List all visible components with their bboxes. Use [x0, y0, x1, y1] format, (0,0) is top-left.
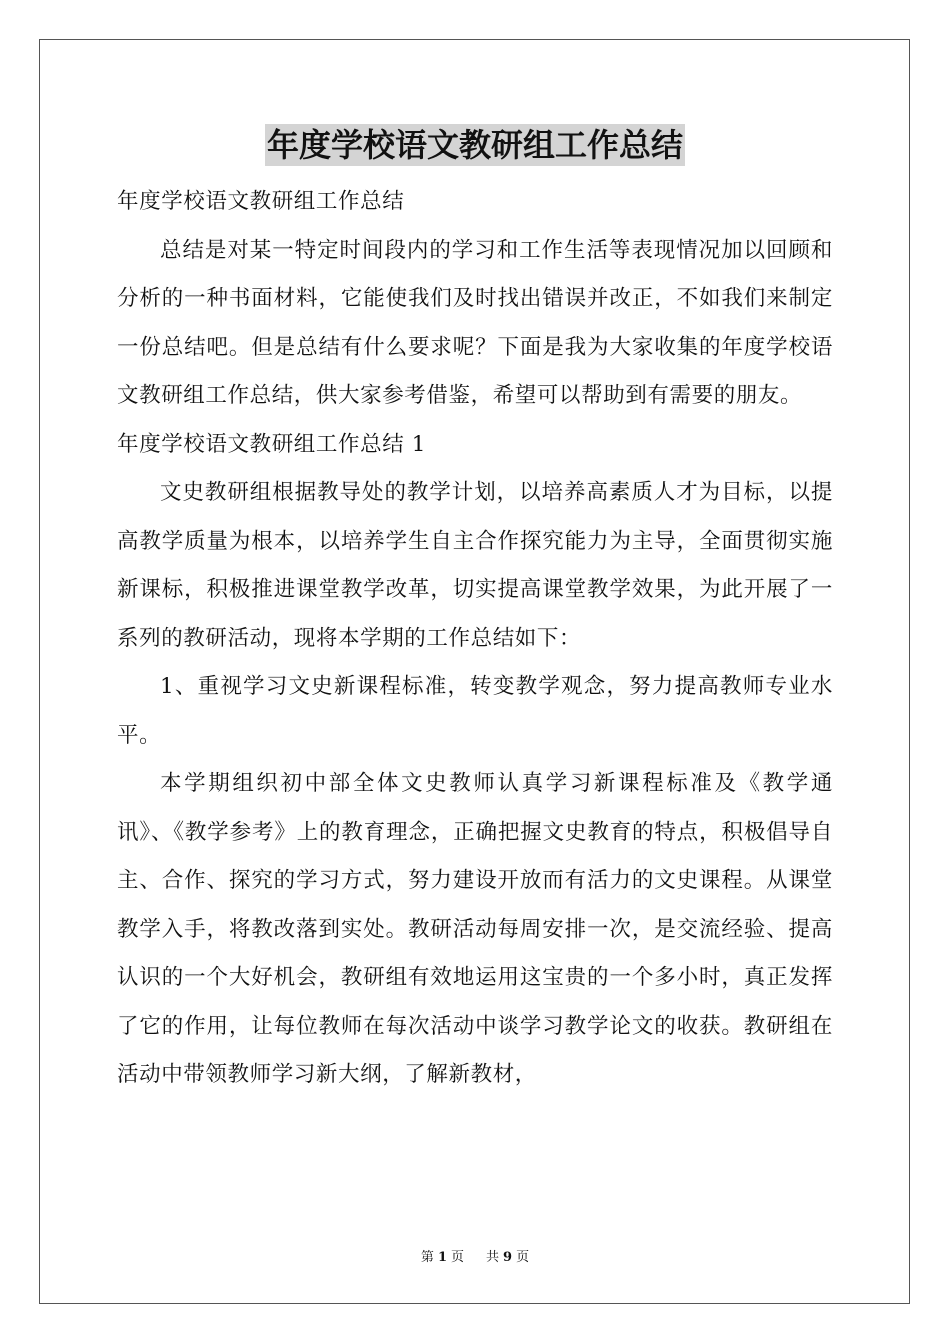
- paragraph-section-heading: 年度学校语文教研组工作总结 1: [117, 431, 427, 457]
- paragraph-intro: 总结是对某一特定时间段内的学习和工作生活等表现情况加以回顾和分析的一种书面材料，它能使我们及时找出错误并改正，不如我们来制定一份总结吧。但是总结有什么要求呢？下面是我为大家收集的年度学校语文教研组工作总结，供大家参考借鉴，希望可以帮助到有需要的朋友。: [117, 237, 833, 408]
- title-container: [0, 124, 950, 166]
- page-prefix: 第: [420, 1250, 434, 1265]
- document-body: [117, 178, 833, 1100]
- document-title: 年度学校语文教研组工作总结: [266, 126, 683, 164]
- total-suffix: 页: [516, 1250, 530, 1265]
- page-current: 1: [437, 1250, 447, 1265]
- paragraph-point-1: 1、重视学习文史新课程标准，转变教学观念，努力提高教师专业水平。: [117, 674, 833, 748]
- paragraph-body: 文史教研组根据教导处的教学计划，以培养高素质人才为目标，以提高教学质量为根本，以培养学生自主合作探究能力为主导，全面贯彻实施新课标，积极推进课堂教学改革，切实提高课堂教学效果，为此开展了一系列的教研活动，现将本学期的工作总结如下：: [117, 480, 833, 651]
- page-total: 9: [503, 1250, 513, 1265]
- paragraph-body: 本学期组织初中部全体文史教师认真学习新课程标准及《教学通讯》、《教学参考》上的教育理念，正确把握文史教育的特点，积极倡导自主、合作、探究的学习方式，努力建设开放而有活力的文史课程。从课堂教学入手，将教改落到实处。教研活动每周安排一次，是交流经验、提高认识的一个大好机会，教研组有效地运用这宝贵的一个多小时，真正发挥了它的作用，让每位教师在每次活动中谈学习教学论文的收获。教研组在活动中带领教师学习新大纲，了解新教材，: [117, 771, 833, 1087]
- total-prefix: 共: [486, 1250, 500, 1265]
- page-suffix: 页: [450, 1250, 464, 1265]
- page-footer: [0, 1246, 950, 1265]
- paragraph-subtitle: 年度学校语文教研组工作总结: [117, 189, 405, 214]
